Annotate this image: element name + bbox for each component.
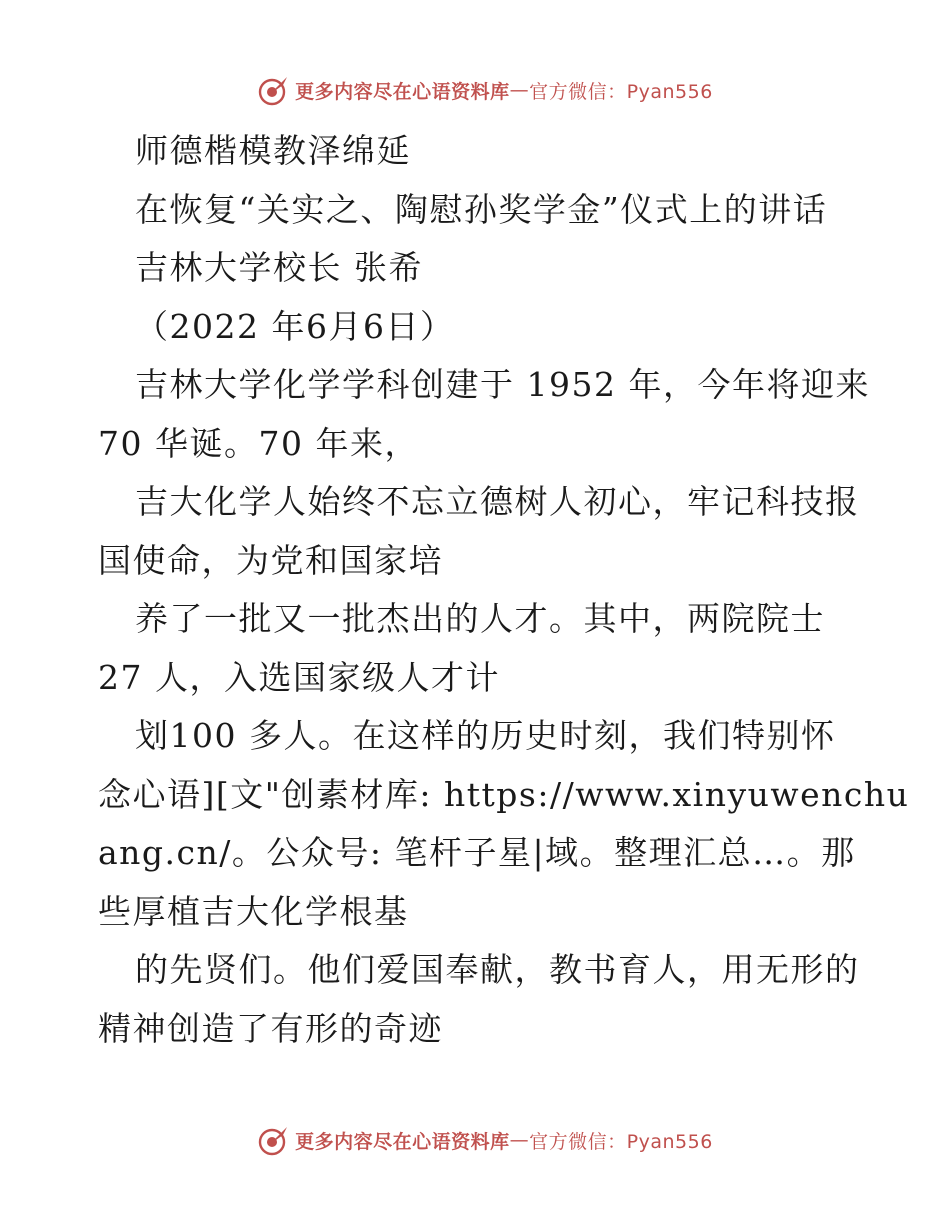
banner-title: 更多内容尽在心语资料库 <box>295 1130 510 1153</box>
banner-contact: 官方微信：Pyan556 <box>529 1130 713 1153</box>
text-line: 吉大化学人始终不忘立德树人初心，牢记科技报 <box>135 482 860 521</box>
banner-separator: — <box>509 79 530 101</box>
text-line: 27 人，入选国家级人才计 <box>98 657 500 697</box>
footer-banner <box>0 1120 950 1160</box>
banner-title: 更多内容尽在心语资料库 <box>295 80 510 103</box>
text-line: 吉林大学化学学科创建于 1952 年，今年将迎来 <box>135 365 870 404</box>
text-line: 70 华诞。70 年来， <box>98 423 419 463</box>
quill-logo-icon <box>257 73 291 107</box>
text-line: 吉林大学校长 张希 <box>135 248 423 287</box>
text-line: （2022 年6月6日） <box>135 306 455 346</box>
banner-contact: 官方微信：Pyan556 <box>529 80 713 103</box>
text-line: 念心语][文"创素材库: https://www.xinyuwenchu <box>98 774 910 814</box>
text-line: 的先贤们。他们爱国奉献，教书育人，用无形的 <box>135 950 860 989</box>
text-line: 划100 多人。在这样的历史时刻，我们特别怀 <box>135 716 836 755</box>
header-banner <box>0 70 950 110</box>
banner-separator: — <box>509 1129 530 1151</box>
text-line: 在恢复“关实之、陶慰孙奖学金”仪式上的讲话 <box>135 189 828 229</box>
text-line: 些厚植吉大化学根基 <box>98 891 409 931</box>
text-line: 师德楷模教泽绵延 <box>135 131 411 170</box>
text-line: 养了一批又一批杰出的人才。其中，两院院士 <box>135 599 825 638</box>
text-line: ang.cn/。公众号: 笔杆子星|域。整理汇总…。那 <box>98 833 856 872</box>
quill-logo-icon <box>257 1123 291 1157</box>
text-line: 精神创造了有形的奇迹 <box>98 1008 443 1048</box>
text-line: 国使命，为党和国家培 <box>98 540 443 580</box>
document-body <box>98 122 910 1058</box>
